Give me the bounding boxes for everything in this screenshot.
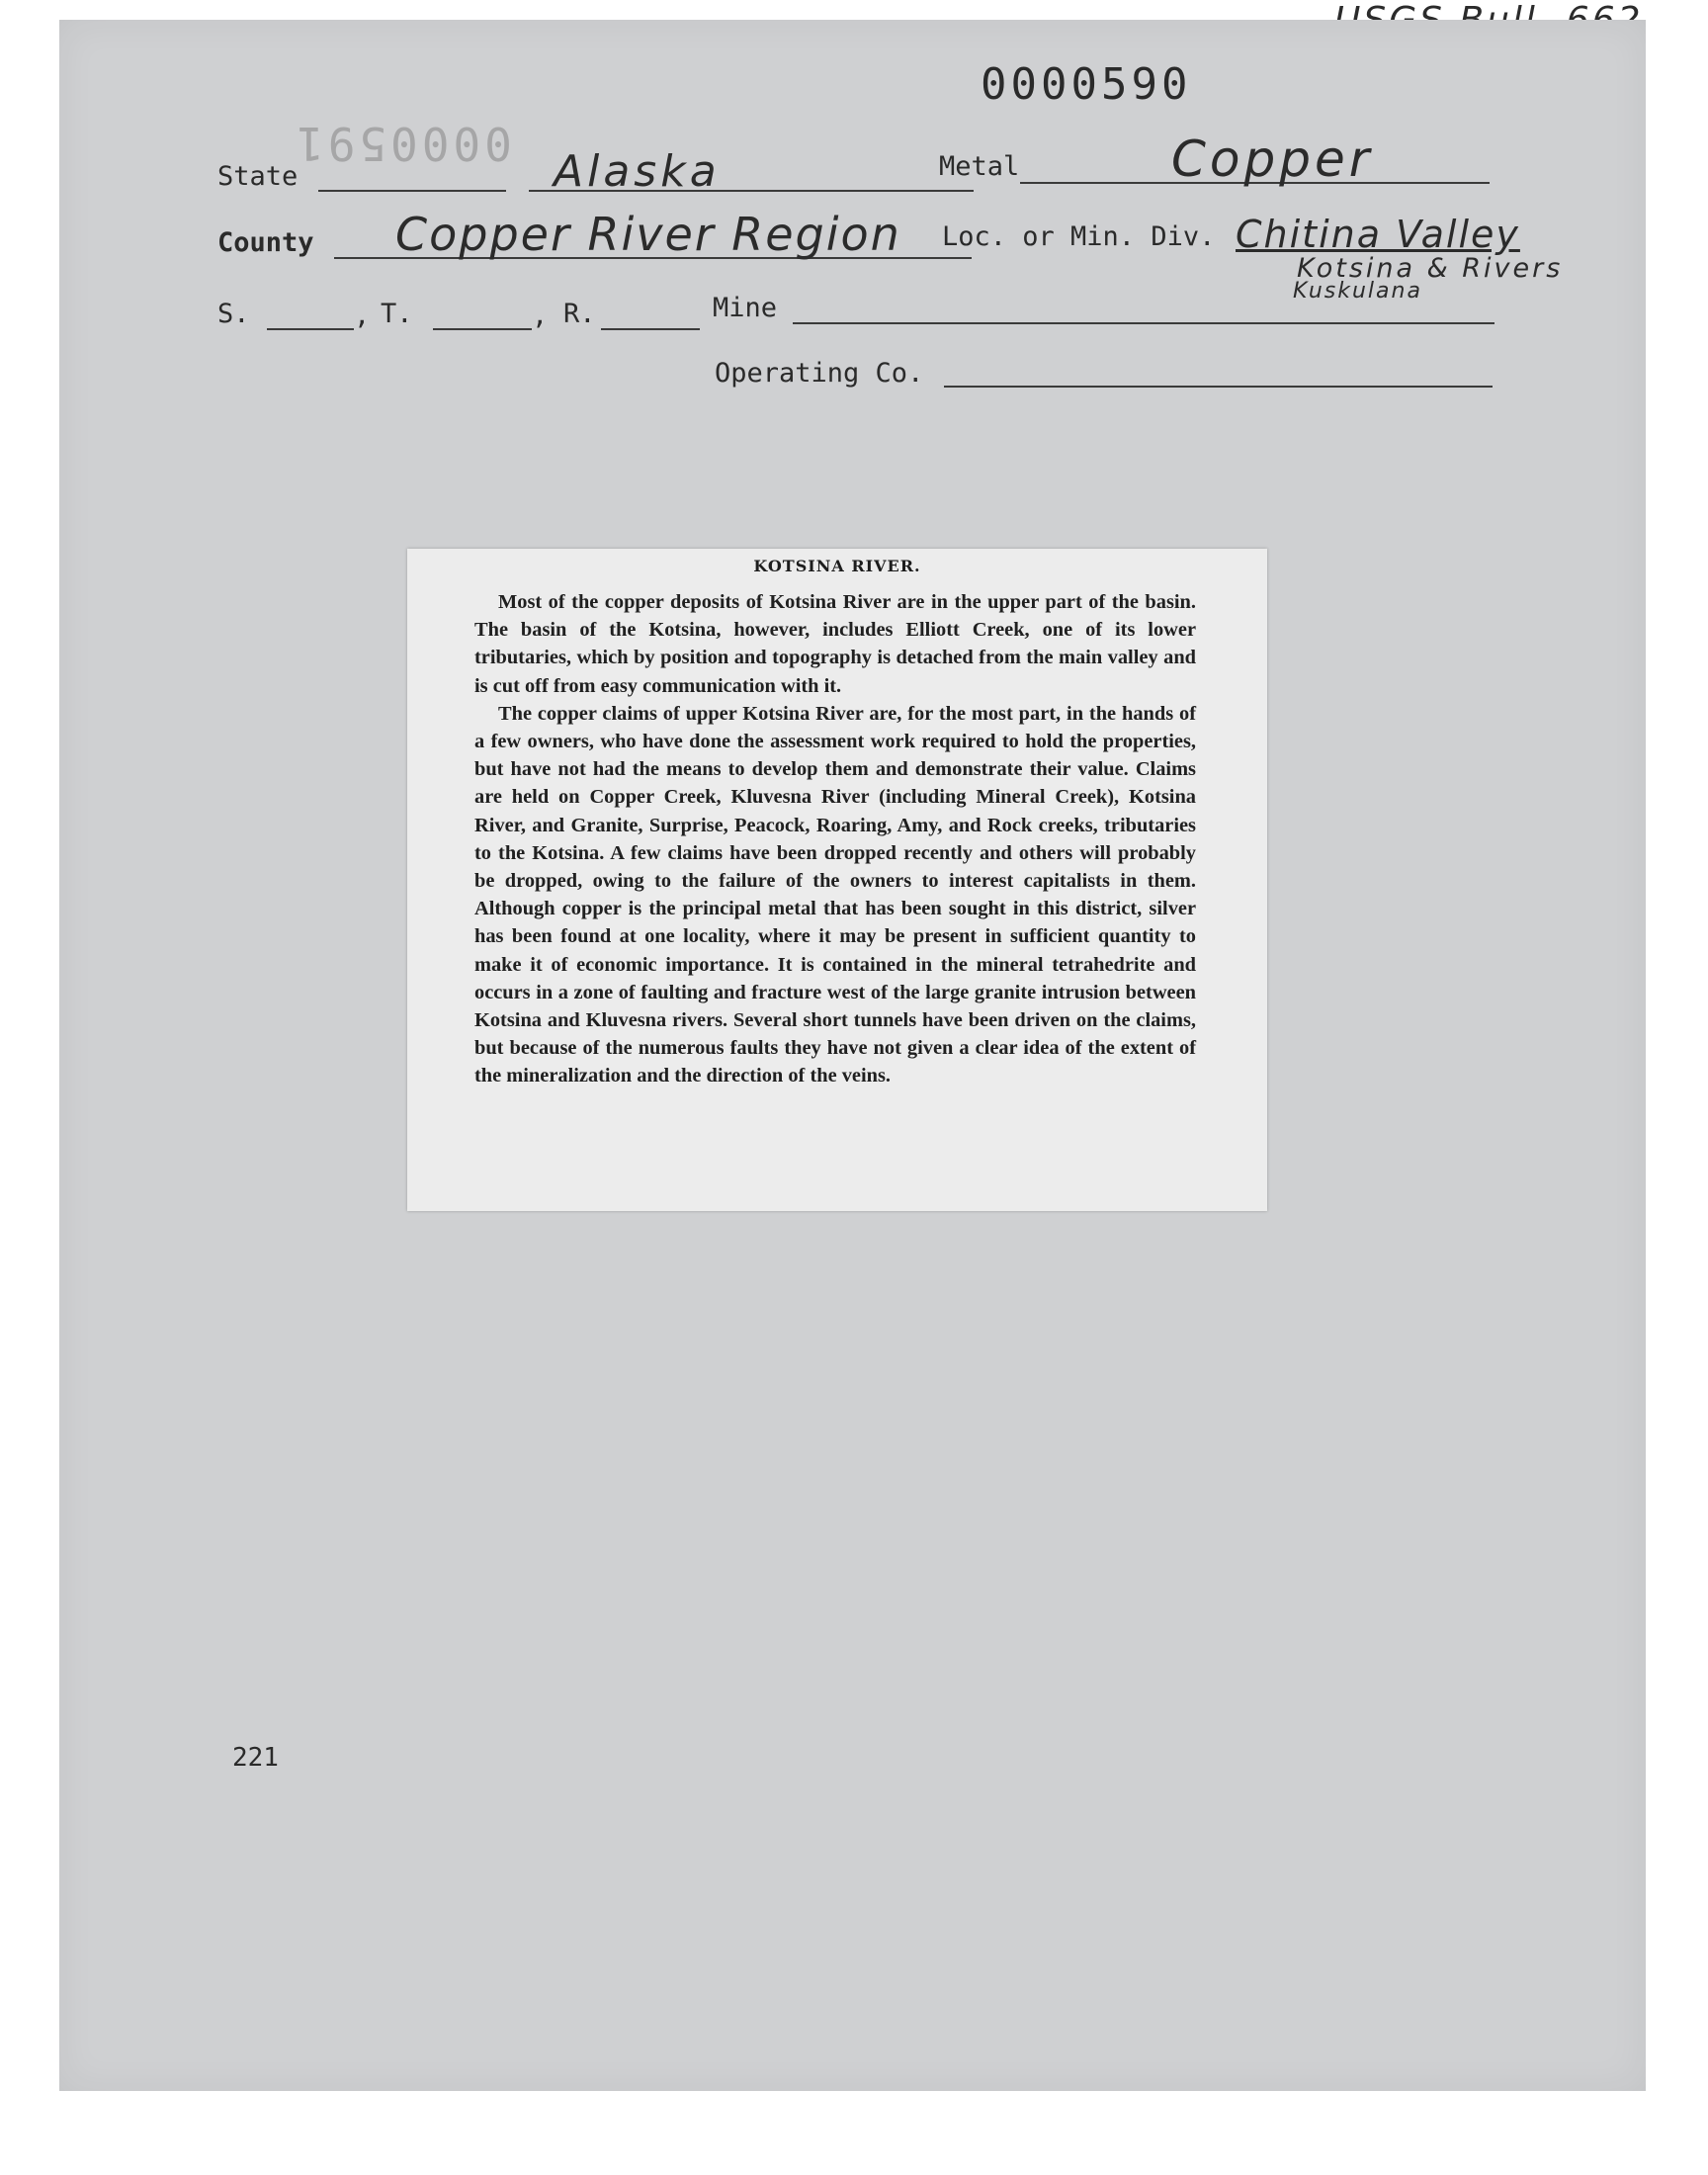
operating-label: Operating Co. xyxy=(715,358,924,389)
ghost-stamp: 0000591 xyxy=(293,117,512,170)
clipping-paragraph-1: Most of the copper deposits of Kotsina River are in the upper part of the basin. The basin of the Kotsina, however, includes Elliott Creek, one of its lower tributaries, which by position and topography is detached from the main valley and is cut off from easy communication with it. xyxy=(474,591,1196,697)
loc-note-1: Kotsina & Rivers xyxy=(1297,253,1564,284)
state-label: State xyxy=(217,161,299,192)
county-value: Copper River Region xyxy=(395,208,901,261)
clipping-body xyxy=(474,588,1196,1090)
mine-line xyxy=(793,322,1494,324)
mine-label: Mine xyxy=(713,293,778,323)
loc-value: Chitina Valley xyxy=(1236,213,1520,256)
s-comma: , xyxy=(354,301,371,331)
metal-value: Copper xyxy=(1171,130,1374,188)
t-label: T. xyxy=(381,299,413,329)
loc-note-2: Kuskulana xyxy=(1293,279,1422,304)
r-line xyxy=(601,328,700,330)
metal-label: Metal xyxy=(939,151,1020,182)
loc-label: Loc. or Min. Div. xyxy=(942,221,1216,252)
r-label: R. xyxy=(563,299,596,329)
serial-number: 0000590 xyxy=(981,59,1192,110)
county-label: County xyxy=(217,227,314,258)
t-comma: , xyxy=(532,301,549,331)
state-line-a xyxy=(318,190,506,192)
s-line xyxy=(267,328,354,330)
clipping-paragraph-2: The copper claims of upper Kotsina River are, for the most part, in the hands of a few owners, who have done the assessment work required to hold the properties, but have not had the means to develop them and demonstrate their value. Claims are held on Copper Creek, Kluvesna River (including Mineral Creek), Kotsina River, and Granite, Surprise, Peacock, Roaring, Amy, and Rock creeks, tributaries to the Kotsina. A few claims have been dropped recently and others will probably be dropped, owing to the failure of the owners to interest capitalists in them. Although copper is the principal metal that has been sought in this district, silver has been found at one locality, where it may be present in sufficient quantity to make it of economic importance. It is contained in the mineral tetrahedrite and occurs in a zone of faulting and fracture west of the large granite intrusion between Kotsina and Kluvesna rivers. Several short tunnels have been driven on the claims, but because of the numerous faults they have not given a clear idea of the extent of the mineralization and the direction of the veins. xyxy=(474,702,1196,1088)
clipping-title: KOTSINA RIVER. xyxy=(753,557,921,575)
s-label: S. xyxy=(217,299,250,329)
newspaper-clipping xyxy=(407,549,1267,1211)
t-line xyxy=(433,328,532,330)
state-value: Alaska xyxy=(554,146,721,197)
page-number: 221 xyxy=(232,1743,279,1773)
operating-line xyxy=(944,386,1493,388)
